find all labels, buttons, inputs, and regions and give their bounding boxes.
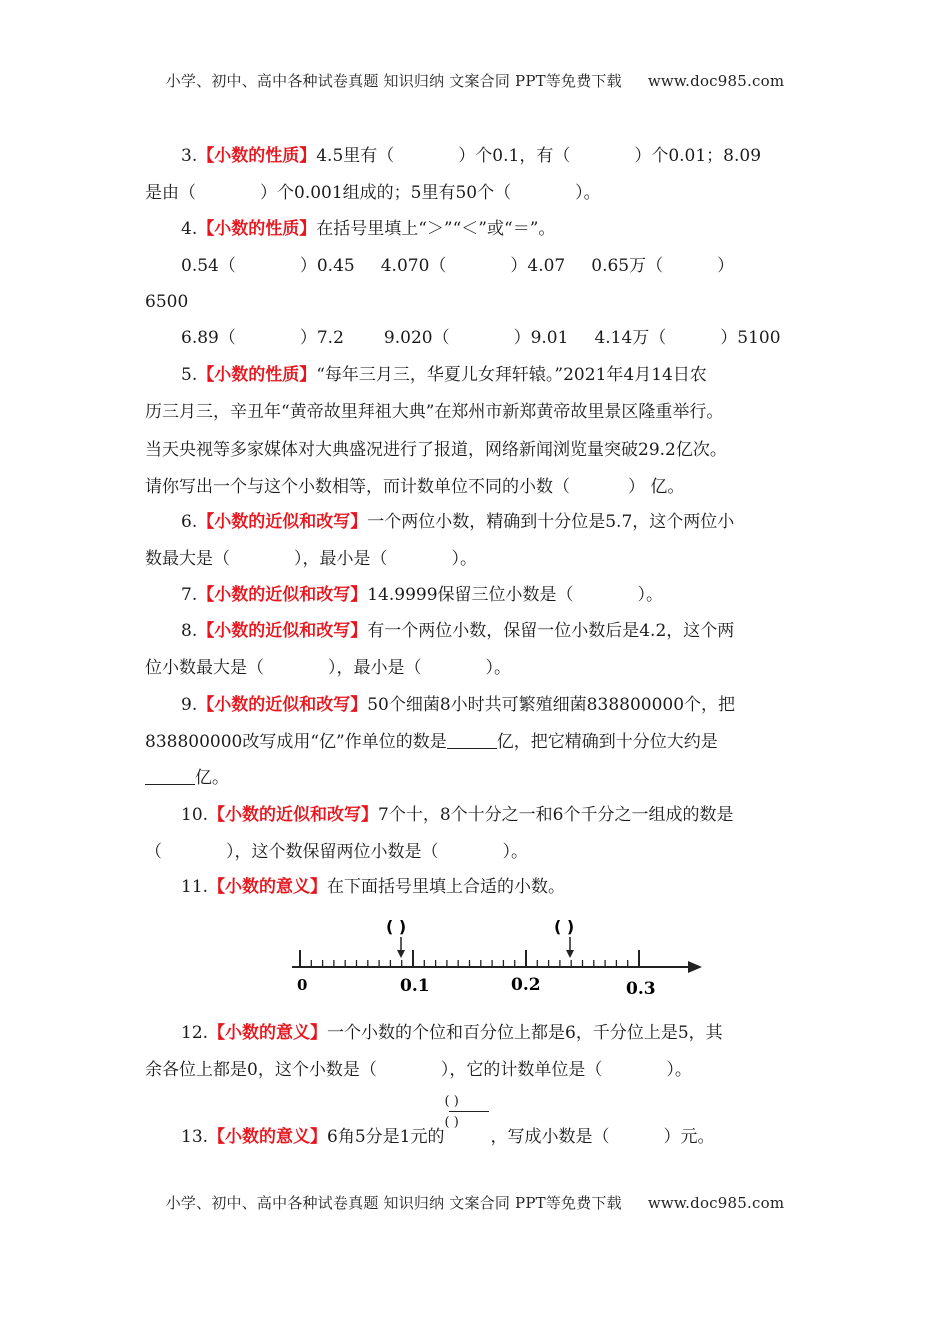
- footer-text: 小学、初中、高中各种试卷真题 知识归纳 文案合同 PPT等免费下载: [165, 1194, 622, 1212]
- q8-tag: 【小数的近似和改写】: [197, 621, 368, 641]
- q13-tag: 【小数的意义】: [208, 1127, 328, 1147]
- q13-fraction[interactable]: [444, 1094, 491, 1142]
- q3-tag: 【小数的性质】: [197, 146, 317, 166]
- q5-line1: 5.【小数的性质】“每年三月三，华夏儿女拜轩辕。”2021年4月14日农: [181, 365, 707, 385]
- q3-line1: 3.【小数的性质】4.5里有（ ）个0.1，有（ ）个0.01；8.09: [181, 146, 762, 166]
- q9-line3: 亿。: [145, 768, 229, 788]
- q4-row2: 6.89（ ）7.2 9.020（ ）9.01 4.14万（ ）5100: [181, 328, 781, 348]
- q6-line1: 6.【小数的近似和改写】一个两位小数，精确到十分位是5.7，这个两位小: [181, 512, 735, 532]
- q7-line1: 7.【小数的近似和改写】14.9999保留三位小数是（ ）。: [181, 585, 664, 605]
- number-line-ticks: [300, 950, 639, 967]
- q4-tag: 【小数的性质】: [197, 219, 317, 239]
- q4-row1-cont: 6500: [145, 292, 189, 312]
- arrow-1-head: [397, 950, 405, 958]
- q9-line2: 838800000改写成用“亿”作单位的数是 亿，把它精确到十分位大约是: [145, 732, 718, 752]
- q6-line2: 数最大是（ ），最小是（ ）。: [145, 549, 477, 569]
- q5-line4: 请你写出一个与这个小数相等，而计数单位不同的小数（ ） 亿。: [145, 477, 685, 497]
- blank-bracket-1[interactable]: ( ): [386, 917, 407, 936]
- q11-line1: 11.【小数的意义】在下面括号里填上合适的小数。: [181, 877, 566, 897]
- q13-fraction-numerator: ( ): [444, 1094, 459, 1109]
- arrow-2-head: [566, 950, 574, 958]
- q10-line1: 10.【小数的近似和改写】7个十，8个十分之一和6个千分之一组成的数是: [181, 805, 734, 825]
- q4-line1: 4.【小数的性质】在括号里填上“＞”“＜”或“＝”。: [181, 219, 556, 239]
- q12-line2: 余各位上都是0，这个小数是（ ），它的计数单位是（ ）。: [145, 1060, 692, 1080]
- q13-line1: 13.【小数的意义】6角5分是1元的 $\frac{( )}{( )}$ ，写成小数是（ ）元。: [181, 1094, 715, 1147]
- q9-tag: 【小数的近似和改写】: [197, 695, 368, 715]
- q8-line2: 位小数最大是（ ），最小是（ ）。: [145, 658, 511, 678]
- q8-line1: 8.【小数的近似和改写】有一个两位小数，保留一位小数后是4.2，这个两: [181, 621, 735, 641]
- q9-answer-line-2[interactable]: [145, 768, 195, 785]
- tick-label-0.3: 0.3: [626, 979, 656, 999]
- header-url: www.doc985.com: [647, 72, 785, 90]
- q3-line2: 是由（ ）个0.001组成的；5里有50个（ ）。: [145, 183, 601, 203]
- tick-label-0: 0: [297, 976, 308, 994]
- q12-line1: 12.【小数的意义】一个小数的个位和百分位上都是6，千分位上是5，其: [181, 1023, 723, 1043]
- blank-bracket-2[interactable]: ( ): [554, 917, 575, 936]
- q9-line1: 9.【小数的近似和改写】50个细菌8小时共可繁殖细菌838800000个，把: [181, 695, 736, 715]
- q5-line2: 历三月三，辛丑年“黄帝故里拜祖大典”在郑州市新郑黄帝故里景区隆重举行。: [145, 402, 724, 422]
- q11-tag: 【小数的意义】: [208, 877, 328, 897]
- q13-fraction-denominator: ( ): [444, 1115, 459, 1130]
- tick-label-0.2: 0.2: [511, 975, 541, 995]
- page-header: [0, 70, 950, 91]
- number-line-figure: [290, 910, 710, 1000]
- q12-tag: 【小数的意义】: [208, 1023, 328, 1043]
- q10-line2: （ ），这个数保留两位小数是（ ）。: [145, 842, 528, 862]
- q10-tag: 【小数的近似和改写】: [208, 805, 379, 825]
- q4-row1: 0.54（ ）0.45 4.070（ ）4.07 0.65万（ ）: [181, 256, 735, 276]
- number-line-arrowhead: [688, 961, 702, 973]
- q5-tag: 【小数的性质】: [197, 365, 317, 385]
- q5-line3: 当天央视等多家媒体对大典盛况进行了报道，网络新闻浏览量突破29.2亿次。: [145, 440, 727, 460]
- header-text: 小学、初中、高中各种试卷真题 知识归纳 文案合同 PPT等免费下载: [165, 72, 622, 90]
- q9-answer-line-1[interactable]: [447, 732, 497, 749]
- q6-tag: 【小数的近似和改写】: [197, 512, 368, 532]
- q13-fraction-bar: [449, 1111, 489, 1112]
- tick-label-0.1: 0.1: [400, 976, 430, 996]
- q7-tag: 【小数的近似和改写】: [197, 585, 368, 605]
- footer-url: www.doc985.com: [647, 1194, 785, 1212]
- page-footer: [0, 1192, 950, 1213]
